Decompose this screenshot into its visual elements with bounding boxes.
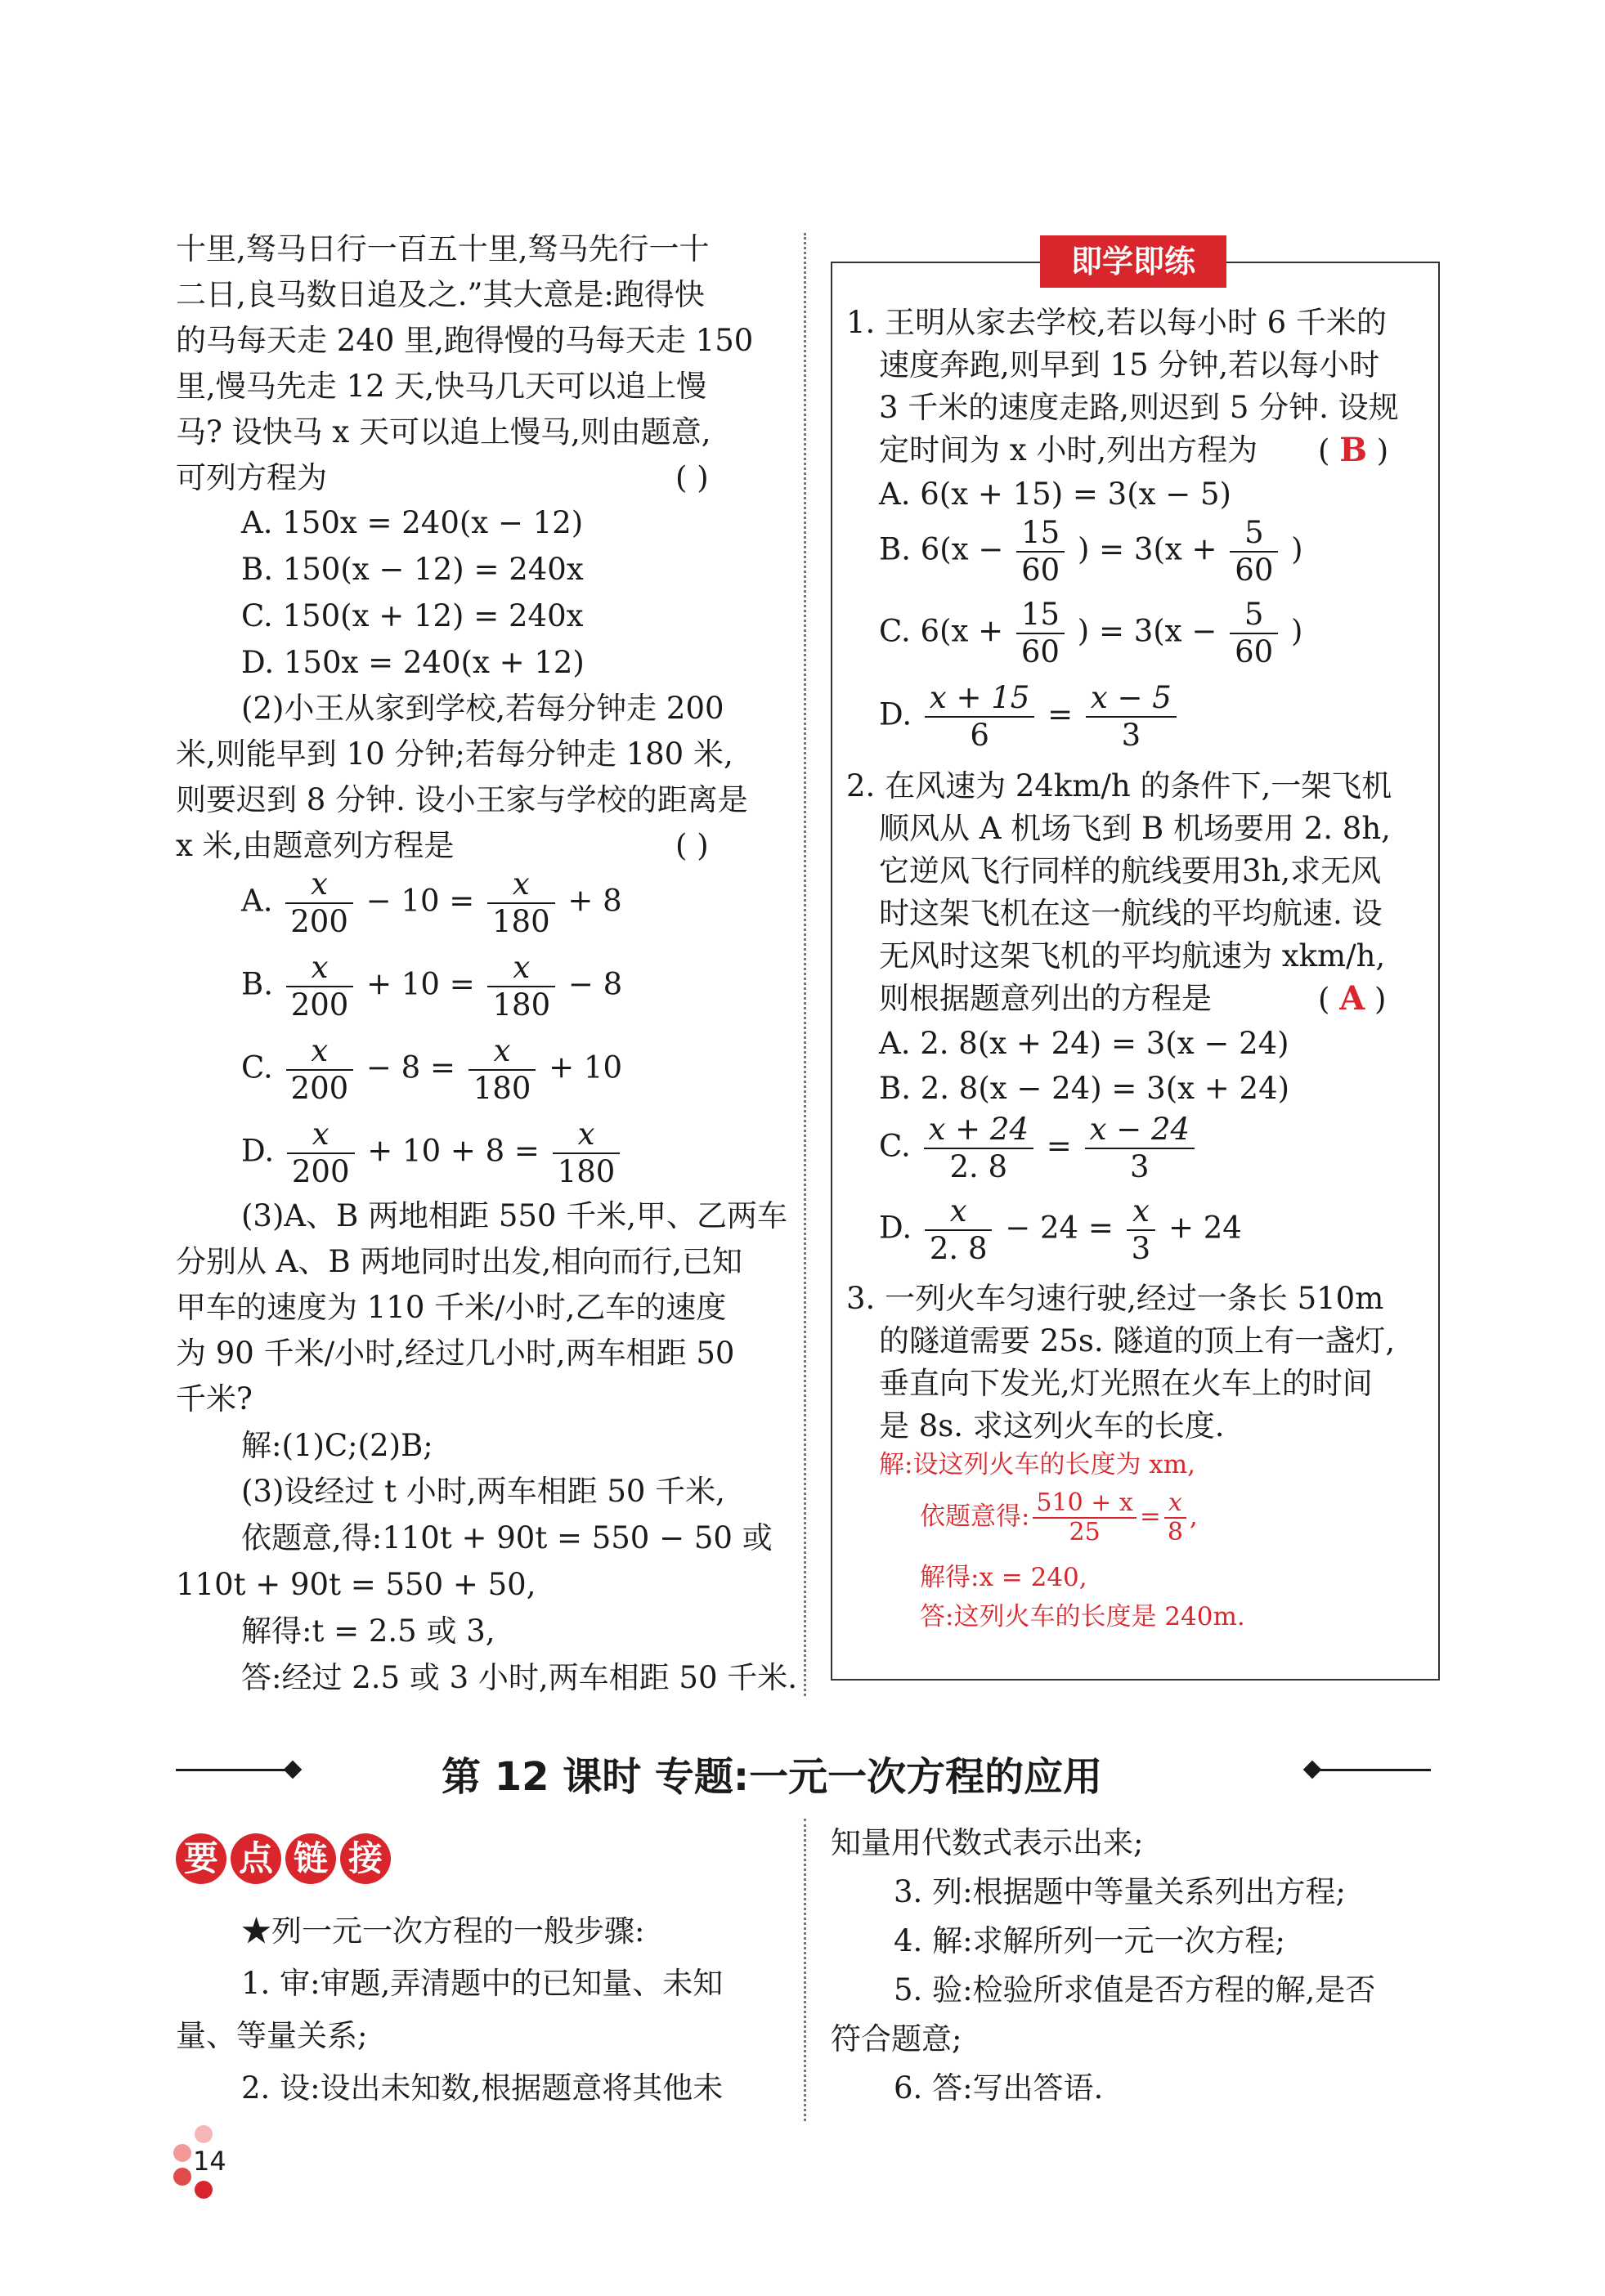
text-line: 量、等量关系; bbox=[176, 2018, 368, 2053]
title-rule-left bbox=[176, 1769, 290, 1771]
text-line: x 米,由题意列方程是 bbox=[176, 828, 455, 863]
decor-dot bbox=[173, 2168, 191, 2186]
solution-line: (3)设经过 t 小时,两车相距 50 千米, bbox=[241, 1474, 725, 1509]
text-line: 为 90 千米/小时,经过几小时,两车相距 50 bbox=[176, 1336, 735, 1371]
text-line: 则根据题意列出的方程是 bbox=[879, 981, 1212, 1016]
fraction: $\frac{x}{200}$ bbox=[287, 1117, 355, 1190]
text-line: 4. 解:求解所列一元一次方程; bbox=[894, 1923, 1285, 1958]
text-line: 分别从 A、B 两地同时出发,相向而行,已知 bbox=[176, 1244, 742, 1279]
fraction: $\frac{x}{200}$ bbox=[285, 866, 353, 940]
decor-dot bbox=[173, 2144, 191, 2162]
text-line: 3. 一列火车匀速行驶,经过一条长 510m bbox=[846, 1281, 1384, 1316]
solution-line: 依题意,得:110t + 90t = 550 − 50 或 bbox=[241, 1520, 773, 1555]
fraction: $\frac{x - 24}{3}$ bbox=[1085, 1112, 1195, 1185]
answer-paren: ( A ) bbox=[1318, 979, 1387, 1018]
text-line: 的隧道需要 25s. 隧道的顶上有一盏灯, bbox=[879, 1323, 1396, 1358]
text-line: 知量用代数式表示出来; bbox=[831, 1825, 1144, 1860]
fraction: $\frac{5}{60}$ bbox=[1230, 597, 1278, 670]
text-line: 1. 审:审题,弄清题中的已知量、未知 bbox=[241, 1966, 724, 2001]
solution-line: 110t + 90t = 550 + 50, bbox=[176, 1567, 536, 1602]
column-divider bbox=[804, 233, 806, 1696]
text-line: 定时间为 x 小时,列出方程为 bbox=[879, 432, 1258, 468]
fraction: $\frac{x}{8}$ bbox=[1164, 1489, 1186, 1546]
fraction: $\frac{15}{60}$ bbox=[1016, 597, 1065, 670]
answer-mark: A bbox=[1339, 979, 1365, 1018]
option-a: A. 150x = 240(x − 12) bbox=[241, 505, 584, 540]
solution-line: 答:经过 2.5 或 3 小时,两车相距 50 千米. bbox=[241, 1660, 798, 1695]
option-b: B. 150(x − 12) = 240x bbox=[241, 552, 584, 587]
option-a: A. $\frac{x}{200}$ − 10 = $\frac{x}{180}$ + 8 bbox=[241, 866, 622, 939]
fraction: $\frac{x + 24}{2. 8}$ bbox=[924, 1112, 1033, 1185]
option-d: D. 150x = 240(x + 12) bbox=[241, 645, 585, 680]
option-d: D. $\frac{x + 15}{6}$ = $\frac{x - 5}{3}$ bbox=[879, 680, 1180, 754]
text-line: 1. 王明从家去学校,若以每小时 6 千米的 bbox=[846, 305, 1387, 340]
decor-dot bbox=[195, 2181, 213, 2199]
option-d: D. $\frac{x}{2. 8}$ − 24 = $\frac{x}{3}$ + 24 bbox=[879, 1193, 1242, 1266]
text-line: (3)A、B 两地相距 550 千米,甲、乙两车 bbox=[241, 1198, 787, 1233]
practice-tag: 即学即练 bbox=[1040, 235, 1226, 288]
text-line: 则要迟到 8 分钟. 设小王家与学校的距离是 bbox=[176, 782, 748, 817]
answer-blank: ( ) bbox=[675, 460, 709, 495]
solution-line: 答:这列火车的长度是 240m. bbox=[920, 1602, 1245, 1631]
badge-char: 要 bbox=[176, 1833, 226, 1884]
fraction: $\frac{15}{60}$ bbox=[1016, 515, 1065, 589]
fraction: $\frac{x}{180}$ bbox=[553, 1117, 621, 1190]
text-line: 的马每天走 240 里,跑得慢的马每天走 150 bbox=[176, 323, 754, 358]
fraction: $\frac{x + 15}{6}$ bbox=[925, 680, 1034, 754]
text-line: 它逆风飞行同样的航线要用3h,求无风 bbox=[879, 853, 1382, 888]
page-number: 14 bbox=[193, 2146, 226, 2177]
option-a: A. 2. 8(x + 24) = 3(x − 24) bbox=[879, 1026, 1289, 1061]
text-line: 十里,驽马日行一百五十里,驽马先行一十 bbox=[176, 231, 710, 266]
text-line: 马? 设快马 x 天可以追上慢马,则由题意, bbox=[176, 414, 711, 450]
fraction: $\frac{x}{180}$ bbox=[487, 950, 555, 1023]
option-c: C. $\frac{x}{200}$ − 8 = $\frac{x}{180}$ + 10 bbox=[241, 1033, 623, 1106]
option-c: C. 150(x + 12) = 240x bbox=[241, 598, 584, 633]
text-line: 里,慢马先走 12 天,快马几天可以追上慢 bbox=[176, 369, 707, 404]
diamond-icon bbox=[284, 1761, 303, 1779]
fraction: $\frac{x - 5}{3}$ bbox=[1086, 680, 1177, 754]
text-line: 2. 设:设出未知数,根据题意将其他未 bbox=[241, 2070, 724, 2106]
fraction: $\frac{x}{200}$ bbox=[286, 950, 354, 1023]
badge-char: 接 bbox=[340, 1833, 391, 1884]
fraction: $\frac{510 + x}{25}$ bbox=[1033, 1489, 1136, 1546]
text-line: 千米? bbox=[176, 1381, 253, 1417]
text-line: 顺风从 A 机场飞到 B 机场要用 2. 8h, bbox=[879, 811, 1391, 846]
option-b: B. $\frac{x}{200}$ + 10 = $\frac{x}{180}$ − 8 bbox=[241, 950, 623, 1023]
fraction: $\frac{x}{180}$ bbox=[487, 866, 555, 940]
text-line: 甲车的速度为 110 千米/小时,乙车的速度 bbox=[176, 1290, 727, 1325]
text-line: 符合题意; bbox=[831, 2021, 962, 2057]
text-line: ★列一元一次方程的一般步骤: bbox=[241, 1913, 645, 1949]
text-line: 可列方程为 bbox=[176, 460, 327, 495]
column-divider bbox=[804, 1819, 806, 2121]
option-d: D. $\frac{x}{200}$ + 10 + 8 = $\frac{x}{180}$ bbox=[241, 1117, 623, 1190]
fraction: $\frac{x}{2. 8}$ bbox=[925, 1193, 993, 1267]
badge-char: 链 bbox=[285, 1833, 336, 1884]
solution-line: 依题意得: $\frac{510 + x}{25}$ = $\frac{x}{8}$ , bbox=[920, 1488, 1198, 1546]
text-line: 3 千米的速度走路,则迟到 5 分钟. 设规 bbox=[879, 390, 1399, 425]
option-c: C. $\frac{x + 24}{2. 8}$ = $\frac{x - 24}{3}$ bbox=[879, 1112, 1198, 1185]
decor-dot bbox=[195, 2125, 213, 2143]
text-line: 二日,良马数日追及之.”其大意是:跑得快 bbox=[176, 277, 705, 312]
option-b: B. 6(x − $\frac{15}{60}$ ) = 3(x + $\frac{5}{60}$ ) bbox=[879, 515, 1303, 588]
text-line: 速度奔跑,则早到 15 分钟,若以每小时 bbox=[879, 347, 1380, 383]
solution-line: 解得:t = 2.5 或 3, bbox=[241, 1613, 495, 1649]
text-line: 6. 答:写出答语. bbox=[894, 2070, 1104, 2106]
title-rule-right bbox=[1316, 1769, 1431, 1771]
fraction: $\frac{x}{3}$ bbox=[1127, 1193, 1156, 1267]
option-b: B. 2. 8(x − 24) = 3(x + 24) bbox=[879, 1071, 1290, 1106]
text-line: 垂直向下发光,灯光照在火车上的时间 bbox=[879, 1366, 1373, 1401]
fraction: $\frac{x}{180}$ bbox=[468, 1033, 536, 1107]
solution-line: 解:设这列火车的长度为 xm, bbox=[879, 1450, 1196, 1479]
answer-paren: ( B ) bbox=[1318, 431, 1389, 469]
badge-char: 点 bbox=[231, 1833, 281, 1884]
text-line: (2)小王从家到学校,若每分钟走 200 bbox=[241, 691, 724, 726]
text-line: 2. 在风速为 24km/h 的条件下,一架飞机 bbox=[846, 768, 1392, 803]
text-line: 无风时这架飞机的平均航速为 xkm/h, bbox=[879, 938, 1386, 973]
text-line: 3. 列:根据题中等量关系列出方程; bbox=[894, 1874, 1346, 1909]
section-title: 第 12 课时 专题:一元一次方程的应用 bbox=[442, 1754, 1103, 1800]
solution-line: 解:(1)C;(2)B; bbox=[241, 1428, 433, 1463]
text-line: 是 8s. 求这列火车的长度. bbox=[879, 1408, 1225, 1443]
option-c: C. 6(x + $\frac{15}{60}$ ) = 3(x − $\frac{5}{60}$ ) bbox=[879, 597, 1303, 669]
answer-blank: ( ) bbox=[675, 828, 709, 863]
text-line: 5. 验:检验所求值是否方程的解,是否 bbox=[894, 1972, 1376, 2007]
option-a: A. 6(x + 15) = 3(x − 5) bbox=[879, 477, 1231, 512]
solution-line: 解得:x = 240, bbox=[920, 1563, 1087, 1592]
text-line: 时这架飞机在这一航线的平均航速. 设 bbox=[879, 896, 1383, 931]
fraction: $\frac{x}{200}$ bbox=[286, 1033, 354, 1107]
fraction: $\frac{5}{60}$ bbox=[1230, 515, 1278, 589]
answer-mark: B bbox=[1339, 431, 1368, 469]
text-line: 米,则能早到 10 分钟;若每分钟走 180 米, bbox=[176, 736, 733, 772]
